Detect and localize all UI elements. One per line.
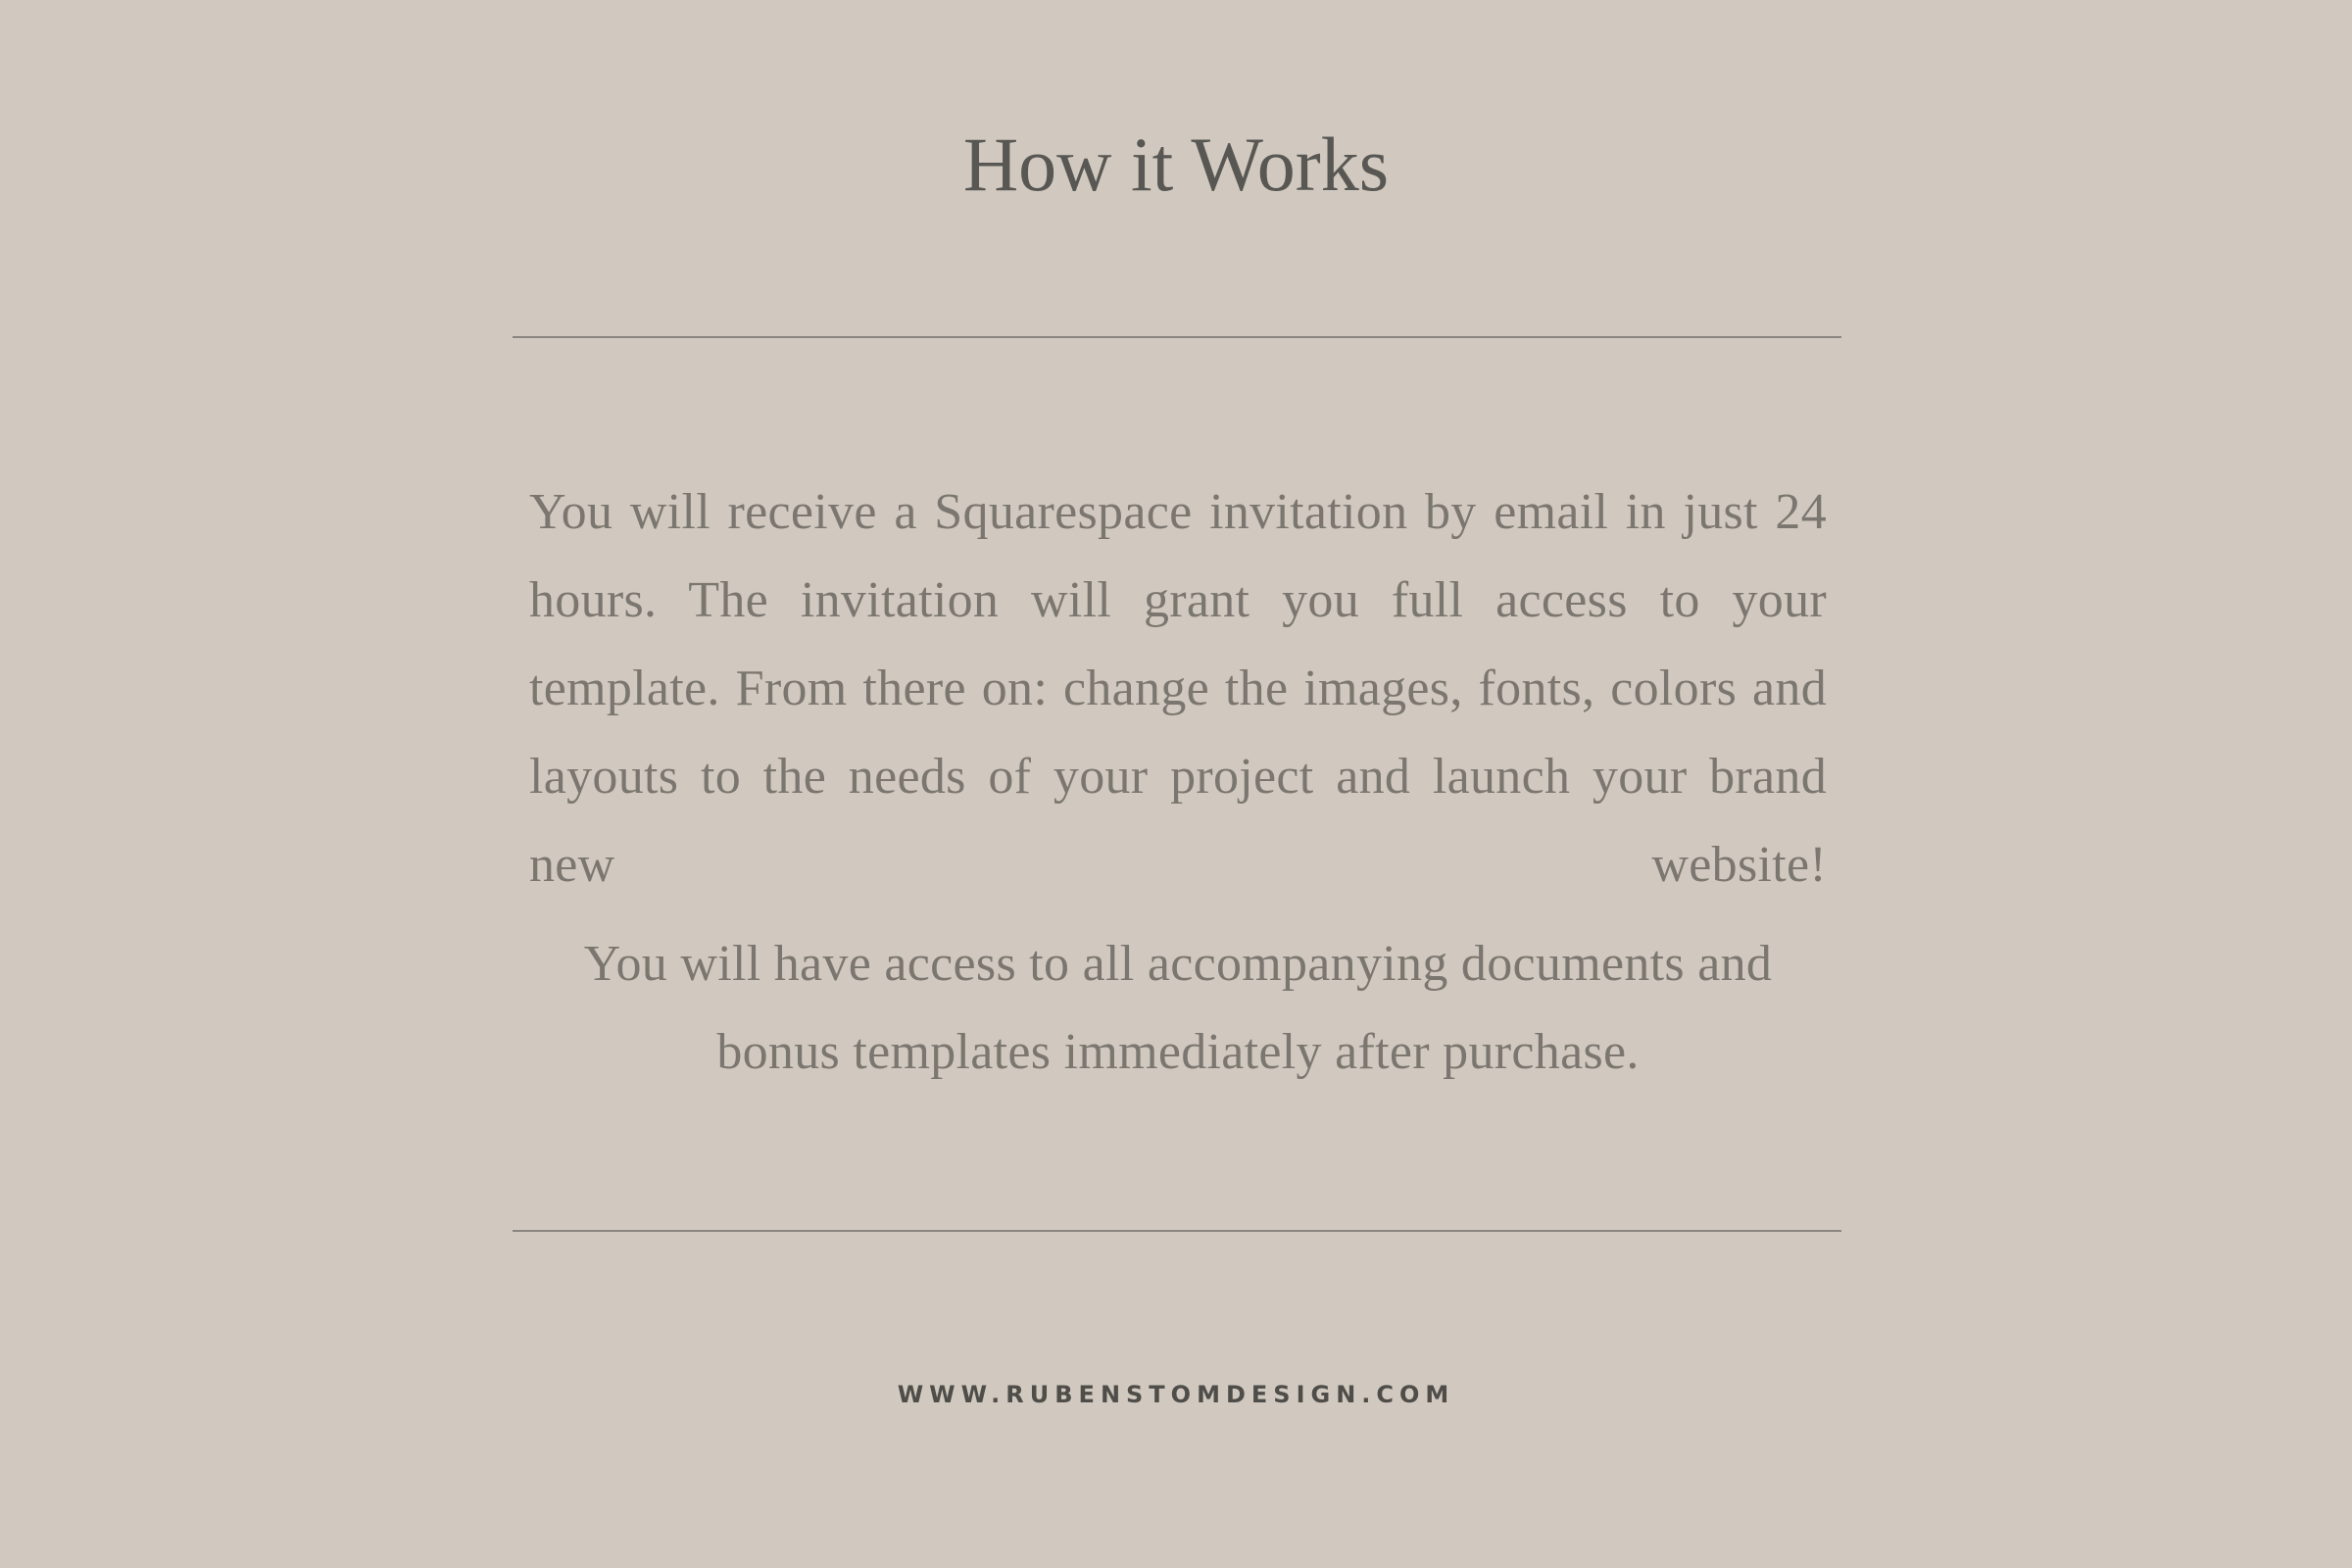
page-title: How it Works (962, 122, 1390, 207)
top-divider (513, 336, 1841, 338)
bottom-divider (513, 1230, 1841, 1232)
website-link[interactable]: WWW.RUBENSTOMDESIGN.COM (897, 1381, 1455, 1408)
bonus-paragraph: You will have access to all accompanying documents and bonus templates immediately after purchase. (583, 936, 1773, 1080)
intro-paragraph: You will receive a Squarespace invitation by email in just 24 hours. The invitation will grant you full access to your template. From there on: change the images, fonts, colors and layouts to the needs of your project and launch your brand new website! (529, 484, 1827, 893)
